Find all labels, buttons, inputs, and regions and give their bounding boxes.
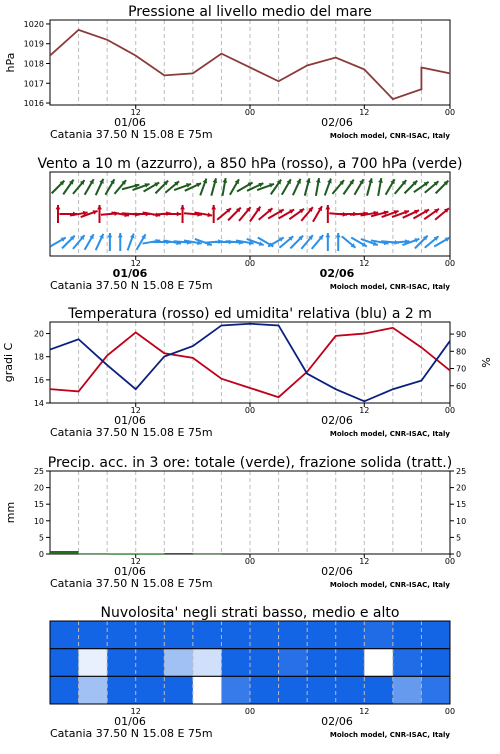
date-label: 01/06 bbox=[114, 565, 146, 578]
cloud-cell bbox=[421, 649, 450, 677]
pressure-point bbox=[421, 88, 423, 90]
cloud-cell bbox=[193, 649, 222, 677]
y-right-tick-label: 90 bbox=[456, 330, 467, 340]
y-axis-right-label: % bbox=[480, 357, 493, 368]
cloud-cell bbox=[250, 621, 279, 649]
y-left-tick-label: 15 bbox=[33, 500, 44, 510]
y-left-tick-label: 10 bbox=[33, 516, 44, 526]
date-label: 01/06 bbox=[114, 715, 146, 728]
temperature-panel bbox=[0, 300, 500, 450]
pressure-point bbox=[278, 80, 280, 82]
x-tick-label: 12 bbox=[359, 259, 370, 268]
cloud-cell bbox=[336, 676, 365, 704]
wind-arrow-head bbox=[211, 205, 216, 209]
y-left-tick-label: 16 bbox=[33, 375, 44, 385]
pressure-point bbox=[192, 73, 194, 75]
pressure-panel bbox=[0, 0, 500, 150]
y-right-tick-label: 5 bbox=[456, 533, 462, 543]
model-credit: Moloch model, CNR-ISAC, Italy bbox=[329, 581, 450, 589]
cloud-cell bbox=[50, 649, 79, 677]
pressure-point bbox=[421, 67, 423, 69]
wind-arrow-head bbox=[97, 205, 102, 209]
cloud-cell bbox=[107, 649, 136, 677]
chart-title: Nuvolosita' negli strati basso, medio e alto bbox=[100, 605, 400, 621]
x-tick-label: 00 bbox=[244, 707, 256, 716]
location-label: Catania 37.50 N 15.08 E 75m bbox=[50, 279, 213, 292]
precip-bar bbox=[107, 554, 136, 555]
cloud-cell bbox=[50, 676, 79, 704]
y-right-tick-label: 0 bbox=[456, 550, 462, 559]
y-right-tick-label: 25 bbox=[456, 467, 467, 476]
humidity-line bbox=[50, 324, 450, 402]
cloud-cell bbox=[107, 676, 136, 704]
wind-arrow-head bbox=[336, 233, 341, 237]
y-left-tick-label: 18 bbox=[33, 352, 44, 362]
precip-bar bbox=[164, 553, 193, 554]
wind-arrow-head bbox=[118, 233, 123, 237]
wind-arrow-head bbox=[180, 205, 185, 209]
y-tick-label: 1020 bbox=[23, 19, 44, 29]
x-tick-label: 00 bbox=[444, 108, 456, 117]
cloud-cell bbox=[364, 676, 393, 704]
y-axis-label: mm bbox=[4, 501, 17, 524]
x-tick-label: 12 bbox=[359, 707, 370, 716]
cloud-cell bbox=[79, 649, 108, 677]
cloud-cell bbox=[79, 676, 108, 704]
y-right-tick-label: 10 bbox=[456, 516, 467, 526]
wind-arrow-head bbox=[325, 233, 330, 237]
x-tick-label: 00 bbox=[444, 259, 456, 268]
x-tick-label: 12 bbox=[359, 557, 370, 566]
location-label: Catania 37.50 N 15.08 E 75m bbox=[50, 727, 213, 740]
location-label: Catania 37.50 N 15.08 E 75m bbox=[50, 577, 213, 590]
chart-title: Precip. acc. in 3 ore: totale (verde), frazione solida (tratt.) bbox=[47, 455, 453, 471]
model-credit: Moloch model, CNR-ISAC, Italy bbox=[329, 430, 450, 438]
cloud-cell bbox=[50, 621, 79, 649]
wind-arrow-head bbox=[325, 205, 330, 209]
date-label: 02/06 bbox=[321, 715, 353, 728]
y-left-tick-label: 14 bbox=[33, 399, 44, 408]
y-left-tick-label: 25 bbox=[33, 467, 44, 476]
y-axis-label: gradi C bbox=[2, 342, 15, 383]
cloud-cell bbox=[164, 676, 193, 704]
cloud-cell bbox=[364, 621, 393, 649]
x-tick-label: 00 bbox=[444, 406, 456, 415]
x-tick-label: 12 bbox=[130, 707, 141, 716]
y-left-tick-label: 20 bbox=[33, 483, 44, 493]
cloud-cell bbox=[107, 621, 136, 649]
cloud-cell bbox=[307, 649, 336, 677]
y-right-tick-label: 60 bbox=[456, 381, 467, 391]
wind-arrow-head bbox=[107, 233, 112, 237]
y-tick-label: 1018 bbox=[23, 59, 44, 69]
x-tick-label: 12 bbox=[130, 108, 141, 117]
cloud-cell bbox=[193, 676, 222, 704]
cloud-cell bbox=[250, 676, 279, 704]
cloud-cell bbox=[421, 676, 450, 704]
pressure-point bbox=[49, 55, 51, 57]
y-tick-label: 1016 bbox=[23, 99, 44, 109]
x-tick-label: 00 bbox=[244, 406, 256, 415]
temperature-humidity-chart bbox=[0, 300, 500, 450]
cloud-cell bbox=[79, 621, 108, 649]
cloud-cell bbox=[279, 676, 308, 704]
cloud-cell bbox=[221, 649, 250, 677]
chart-title: Pressione al livello medio del mare bbox=[128, 4, 372, 20]
date-label: 01/06 bbox=[112, 267, 148, 280]
cloud-cell bbox=[221, 676, 250, 704]
cloud-cell bbox=[364, 649, 393, 677]
model-credit: Moloch model, CNR-ISAC, Italy bbox=[329, 283, 450, 291]
cloud-panel bbox=[0, 600, 500, 750]
x-tick-label: 12 bbox=[130, 406, 141, 415]
cloud-cell bbox=[164, 621, 193, 649]
y-right-tick-label: 20 bbox=[456, 483, 467, 493]
x-tick-label: 12 bbox=[130, 557, 141, 566]
x-tick-label: 12 bbox=[130, 259, 141, 268]
y-tick-label: 1019 bbox=[23, 39, 44, 49]
precipitation-panel bbox=[0, 450, 500, 600]
cloud-cell bbox=[336, 621, 365, 649]
cloud-cell bbox=[421, 621, 450, 649]
cloud-cell bbox=[336, 649, 365, 677]
y-tick-label: 1017 bbox=[23, 79, 44, 89]
x-tick-label: 12 bbox=[359, 108, 370, 117]
cloud-cell bbox=[136, 676, 165, 704]
x-tick-label: 00 bbox=[444, 557, 456, 566]
pressure-point bbox=[449, 73, 451, 75]
cloud-cell bbox=[393, 649, 422, 677]
wind-arrow-head bbox=[56, 205, 61, 209]
y-axis-label: hPa bbox=[4, 52, 17, 73]
chart-title: Temperatura (rosso) ed umidita' relativa (blu) a 2 m bbox=[68, 306, 432, 322]
cloud-cell bbox=[164, 649, 193, 677]
cloud-cell bbox=[279, 649, 308, 677]
precip-bar bbox=[136, 554, 165, 555]
wind-chart bbox=[0, 150, 500, 300]
pressure-point bbox=[78, 29, 80, 31]
y-right-tick-label: 80 bbox=[456, 347, 467, 357]
wind-panel bbox=[0, 150, 500, 300]
x-tick-label: 00 bbox=[244, 259, 256, 268]
date-label: 02/06 bbox=[321, 414, 353, 427]
chart-title: Vento a 10 m (azzurro), a 850 hPa (rosso), a 700 hPa (verde) bbox=[37, 156, 463, 172]
cloud-cell bbox=[193, 621, 222, 649]
date-label: 01/06 bbox=[114, 116, 146, 129]
pressure-chart bbox=[0, 0, 500, 150]
cloud-cover-chart bbox=[0, 600, 500, 750]
wind-arrow-head bbox=[177, 212, 181, 217]
cloud-cell bbox=[393, 621, 422, 649]
pressure-point bbox=[249, 67, 251, 69]
x-tick-label: 00 bbox=[244, 557, 256, 566]
model-credit: Moloch model, CNR-ISAC, Italy bbox=[329, 132, 450, 140]
pressure-point bbox=[392, 98, 394, 100]
x-tick-label: 00 bbox=[444, 707, 456, 716]
cloud-cell bbox=[136, 621, 165, 649]
pressure-point bbox=[106, 39, 108, 41]
precip-bar bbox=[79, 553, 108, 554]
cloud-cell bbox=[250, 649, 279, 677]
date-label: 02/06 bbox=[321, 565, 353, 578]
location-label: Catania 37.50 N 15.08 E 75m bbox=[50, 426, 213, 439]
precipitation-chart bbox=[0, 450, 500, 600]
y-left-tick-label: 5 bbox=[38, 533, 44, 543]
pressure-point bbox=[335, 57, 337, 59]
x-tick-label: 12 bbox=[359, 406, 370, 415]
x-tick-label: 00 bbox=[244, 108, 256, 117]
location-label: Catania 37.50 N 15.08 E 75m bbox=[50, 128, 213, 141]
y-right-tick-label: 70 bbox=[456, 364, 467, 374]
pressure-point bbox=[163, 75, 165, 77]
y-left-tick-label: 20 bbox=[33, 329, 44, 339]
y-left-tick-label: 0 bbox=[38, 550, 44, 559]
y-right-tick-label: 15 bbox=[456, 500, 467, 510]
pressure-point bbox=[221, 53, 223, 55]
pressure-point bbox=[135, 55, 137, 57]
cloud-cell bbox=[393, 676, 422, 704]
date-label: 02/06 bbox=[319, 267, 355, 280]
cloud-cell bbox=[279, 621, 308, 649]
pressure-point bbox=[363, 69, 365, 71]
cloud-cell bbox=[136, 649, 165, 677]
cloud-cell bbox=[307, 621, 336, 649]
precip-bar bbox=[50, 551, 79, 554]
precip-bar bbox=[193, 553, 222, 554]
model-credit: Moloch model, CNR-ISAC, Italy bbox=[329, 731, 450, 739]
cloud-cell bbox=[307, 676, 336, 704]
date-label: 01/06 bbox=[114, 414, 146, 427]
cloud-cell bbox=[221, 621, 250, 649]
date-label: 02/06 bbox=[321, 116, 353, 129]
pressure-point bbox=[306, 65, 308, 67]
